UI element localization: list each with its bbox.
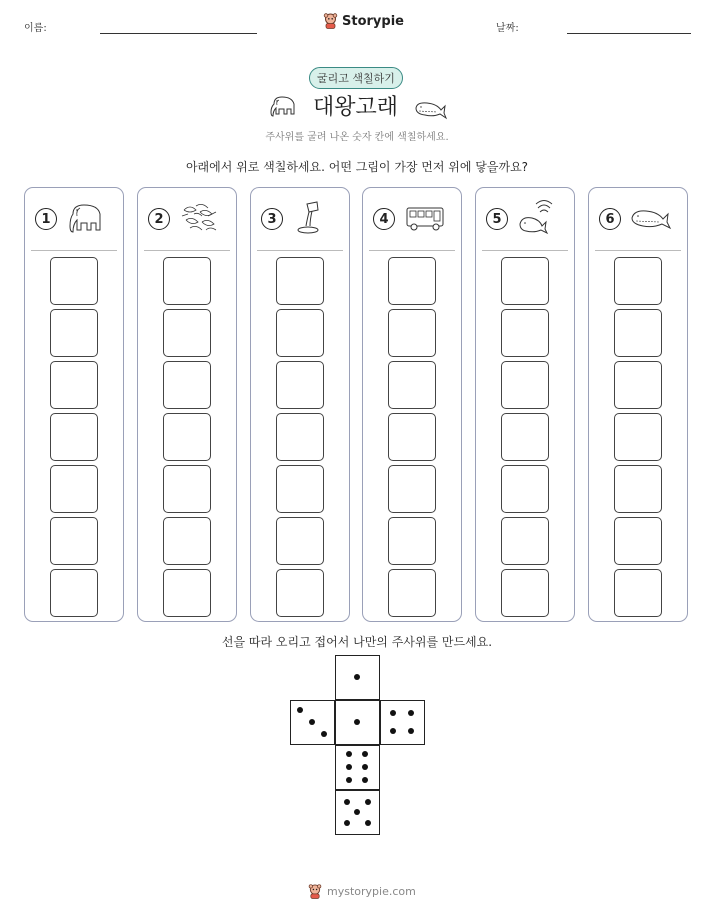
dice-pip bbox=[346, 751, 352, 757]
krill-icon bbox=[178, 200, 222, 236]
coloring-cell[interactable] bbox=[388, 569, 436, 617]
coloring-cell[interactable] bbox=[388, 309, 436, 357]
dice-pip bbox=[354, 809, 360, 815]
date-line bbox=[567, 33, 691, 34]
coloring-cell[interactable] bbox=[614, 257, 662, 305]
coloring-cell[interactable] bbox=[501, 413, 549, 461]
dice-face-1 bbox=[335, 655, 380, 700]
brand-name: Storypie bbox=[342, 13, 404, 29]
activity-badge: 굴리고 색칠하기 bbox=[309, 67, 403, 89]
dice-pip bbox=[390, 710, 396, 716]
column-divider bbox=[595, 250, 681, 251]
coloring-cell[interactable] bbox=[276, 517, 324, 565]
dice-pip bbox=[408, 710, 414, 716]
coloring-cell[interactable] bbox=[614, 569, 662, 617]
coloring-cell[interactable] bbox=[614, 465, 662, 513]
column-number: 2 bbox=[148, 208, 170, 230]
dice-pip bbox=[365, 799, 371, 805]
date-label: 날짜: bbox=[496, 23, 519, 34]
column-divider bbox=[144, 250, 230, 251]
name-label: 이름: bbox=[24, 23, 47, 34]
coloring-cell[interactable] bbox=[50, 465, 98, 513]
column-4 bbox=[362, 187, 462, 622]
dice-face-6 bbox=[335, 745, 380, 790]
coloring-cell[interactable] bbox=[163, 569, 211, 617]
footer-url: mystorypie.com bbox=[327, 885, 416, 898]
coloring-cell[interactable] bbox=[501, 465, 549, 513]
coloring-cell[interactable] bbox=[501, 361, 549, 409]
column-number: 3 bbox=[261, 208, 283, 230]
dice-instruction: 선을 따라 오리고 접어서 나만의 주사위를 만드세요. bbox=[221, 635, 493, 649]
column-number: 1 bbox=[35, 208, 57, 230]
coloring-cell[interactable] bbox=[163, 413, 211, 461]
coloring-cell[interactable] bbox=[163, 465, 211, 513]
elephant-icon bbox=[65, 200, 109, 236]
coloring-cell[interactable] bbox=[163, 309, 211, 357]
column-divider bbox=[31, 250, 117, 251]
dice-pip bbox=[321, 731, 327, 737]
column-2 bbox=[137, 187, 237, 622]
coloring-cell[interactable] bbox=[501, 257, 549, 305]
coloring-cell[interactable] bbox=[50, 413, 98, 461]
name-line bbox=[100, 33, 257, 34]
coloring-cell[interactable] bbox=[388, 361, 436, 409]
dice-pip bbox=[346, 777, 352, 783]
coloring-cell[interactable] bbox=[388, 257, 436, 305]
instruction: 아래에서 위로 색칠하세요. 어떤 그림이 가장 먼저 위에 닿을까요? bbox=[185, 160, 529, 174]
coloring-cell[interactable] bbox=[50, 309, 98, 357]
coloring-cell[interactable] bbox=[163, 517, 211, 565]
coloring-cell[interactable] bbox=[388, 517, 436, 565]
column-6 bbox=[588, 187, 688, 622]
storypie-mascot-icon bbox=[323, 13, 338, 29]
coloring-cell[interactable] bbox=[50, 257, 98, 305]
coloring-cell[interactable] bbox=[388, 413, 436, 461]
coloring-cell[interactable] bbox=[614, 309, 662, 357]
column-number: 5 bbox=[486, 208, 508, 230]
page-title: 대왕고래 bbox=[313, 95, 399, 120]
dice-face-1 bbox=[335, 700, 380, 745]
dice-pip bbox=[297, 707, 303, 713]
coloring-cell[interactable] bbox=[501, 517, 549, 565]
coloring-cell[interactable] bbox=[388, 465, 436, 513]
dice-pip bbox=[362, 777, 368, 783]
water-pour-icon bbox=[291, 200, 335, 236]
coloring-cell[interactable] bbox=[163, 361, 211, 409]
dice-pip bbox=[362, 764, 368, 770]
storypie-mascot-icon bbox=[308, 884, 322, 899]
coloring-cell[interactable] bbox=[614, 413, 662, 461]
coloring-cell[interactable] bbox=[614, 361, 662, 409]
coloring-cell[interactable] bbox=[50, 569, 98, 617]
column-divider bbox=[369, 250, 455, 251]
dice-pip bbox=[362, 751, 368, 757]
dice-pip bbox=[344, 820, 350, 826]
elephant-icon bbox=[268, 94, 300, 120]
dice-face-4 bbox=[380, 700, 425, 745]
column-5 bbox=[475, 187, 575, 622]
coloring-cell[interactable] bbox=[614, 517, 662, 565]
column-divider bbox=[257, 250, 343, 251]
column-1 bbox=[24, 187, 124, 622]
column-number: 6 bbox=[599, 208, 621, 230]
dice-face-3 bbox=[290, 700, 335, 745]
coloring-cell[interactable] bbox=[50, 361, 98, 409]
coloring-cell[interactable] bbox=[276, 257, 324, 305]
brand-logo bbox=[323, 13, 404, 29]
dice-pip bbox=[344, 799, 350, 805]
coloring-cell[interactable] bbox=[163, 257, 211, 305]
dice-pip bbox=[354, 674, 360, 680]
bus-icon bbox=[403, 200, 447, 236]
coloring-cell[interactable] bbox=[276, 413, 324, 461]
dice-pip bbox=[408, 728, 414, 734]
coloring-cell[interactable] bbox=[276, 309, 324, 357]
blue-whale-icon bbox=[629, 200, 673, 236]
coloring-cell[interactable] bbox=[276, 361, 324, 409]
coloring-cell[interactable] bbox=[501, 309, 549, 357]
dice-pip bbox=[309, 719, 315, 725]
dice-pip bbox=[390, 728, 396, 734]
coloring-cell[interactable] bbox=[276, 465, 324, 513]
dice-pip bbox=[346, 764, 352, 770]
coloring-cell[interactable] bbox=[501, 569, 549, 617]
dice-pip bbox=[365, 820, 371, 826]
whale-singing-icon bbox=[516, 200, 560, 236]
subtitle: 주사위를 굴려 나온 숫자 칸에 색칠하세요. bbox=[265, 132, 449, 143]
column-divider bbox=[482, 250, 568, 251]
coloring-cell[interactable] bbox=[50, 517, 98, 565]
dice-pip bbox=[354, 719, 360, 725]
column-number: 4 bbox=[373, 208, 395, 230]
coloring-cell[interactable] bbox=[276, 569, 324, 617]
dice-face-5 bbox=[335, 790, 380, 835]
footer bbox=[308, 884, 416, 899]
whale-icon bbox=[413, 96, 447, 120]
column-3 bbox=[250, 187, 350, 622]
